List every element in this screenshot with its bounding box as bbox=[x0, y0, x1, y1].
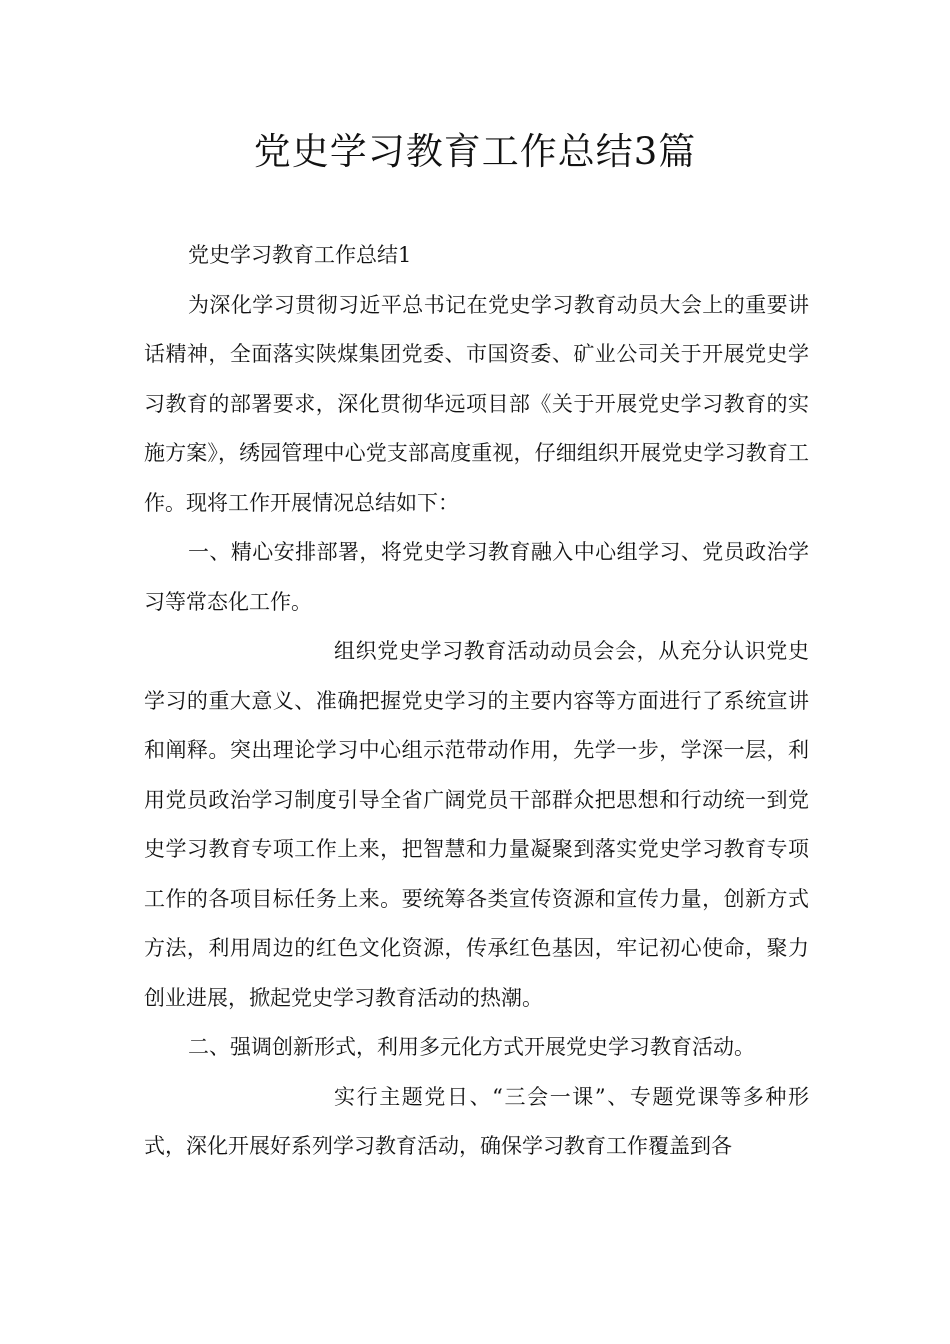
document-title: 党史学习教育工作总结3篇 bbox=[253, 130, 697, 173]
section-heading: 党史学习教育工作总结1 bbox=[188, 243, 412, 267]
document-body bbox=[144, 231, 809, 1172]
paragraph-point-one-detail: 组织党史学习教育活动动员会会，从充分认识党史学习的重大意义、准确把握党史学习的主要内容等方面进行了系统宣讲和阐释。突出理论学习中心组示范带动作用，先学一步，学深一层，利用党员政治学习制度引导全省广阔党员干部群众把思想和行动统一到党史学习教育专项工作上来，把智慧和力量凝聚到落实党史学习教育专项工作的各项目标任务上来。要统筹各类宣传资源和宣传力量，创新方式方法，利用周边的红色文化资源，传承红色基因，牢记初心使命，聚力创业进展，掀起党史学习教育活动的热潮。 bbox=[144, 639, 809, 1010]
paragraph-point-two-detail: 实行主题党日、“三会一课”、专题党课等多种形式，深化开展好系列学习教育活动，确保学习教育工作覆盖到各 bbox=[144, 1084, 809, 1158]
paragraph-intro: 为深化学习贯彻习近平总书记在党史学习教育动员大会上的重要讲话精神，全面落实陕煤集团党委、市国资委、矿业公司关于开展党史学习教育的部署要求，深化贯彻华远项目部《关于开展党史学习教育的实施方案》，绣园管理中心党支部高度重视，仔细组织开展党史学习教育工作。现将工作开展情况总结如下： bbox=[144, 292, 809, 515]
paragraph-point-two: 二、强调创新形式，利用多元化方式开展党史学习教育活动。 bbox=[188, 1035, 755, 1059]
paragraph-point-one: 一、精心安排部署，将党史学习教育融入中心组学习、党员政治学习等常态化工作。 bbox=[144, 540, 809, 614]
